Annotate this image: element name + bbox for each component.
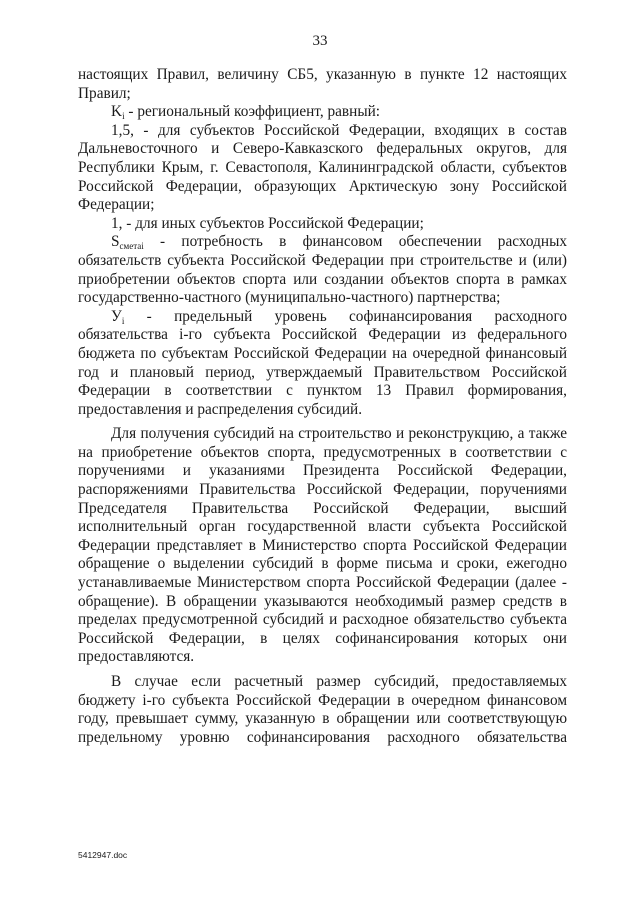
paragraph-subsidy-request: Для получения субсидий на строительство и реконструкцию, а также на приобретение объектов спорта, предусмотренных в соответствии с поручениями и указаниями Президента Российской Федерации, распоряжениями Правительства Российской Федерации, поручениями Председателя Правительства Российской Федерации, высший исполнительный орган государственной власти субъекта Российской Федерации представляет в Министерство спорта Российской Федерации обращение о выделении субсидий в форме письма и сроки, ежегодно устанавливаемые Министерством спорта Российской Федерации (далее - обращение). В обращении указываются необходимый размер средств в пределах предусмотренной субсидий и расходное обязательство субъекта Российской Федерации, в целях софинансирования которых они предоставляются.: [78, 425, 567, 666]
paragraph-coefficient-1-5: 1,5, - для субъектов Российской Федерации, входящих в состав Дальневосточного и Северо-Кавказского федеральных округов, для Республики Крым, г. Севастополя, Калининградской области, субъектов Российской Федерации, образующих Арктическую зону Российской Федерации;: [78, 121, 567, 214]
paragraph-coefficient-1: 1, - для иных субъектов Российской Федерации;: [111, 214, 424, 232]
smeta-definition: - потребность в финансовом обеспечении расходных обязательств субъекта Российской Федерации при строительстве и (или) приобретении объектов спорта или создании объектов спорта в рамках государственно-частного (муниципально-частного) партнерства;: [78, 233, 567, 307]
page-number: 33: [312, 33, 328, 49]
paragraph-continuation: настоящих Правил, величину СБ5, указанную в пункте 12 настоящих Правил;: [78, 66, 567, 102]
paragraph-regional-coefficient: [78, 103, 567, 122]
coefficient-subscript: i: [122, 111, 125, 122]
paragraph-smeta-definition: [78, 233, 567, 307]
coefficient-definition: - региональный коэффициент, равный:: [124, 103, 381, 121]
smeta-subscript: сметаi: [119, 241, 144, 252]
coefficient-symbol: K: [111, 103, 123, 121]
footer-filename: 5412947.doc: [78, 850, 128, 860]
smeta-symbol: S: [111, 233, 120, 251]
document-body: [78, 66, 567, 747]
level-subscript: i: [121, 315, 125, 326]
paragraph-cofinancing-level: [78, 308, 567, 420]
level-symbol: У: [111, 307, 122, 325]
paragraph-subsidy-excess: В случае если расчетный размер субсидий, предоставляемых бюджету i-го субъекта Российской Федерации в очередном финансовом году, превышает сумму, указанную в обращении или соответствующую предельному уровню софинансирования расходного обязательства: [78, 673, 567, 746]
level-definition: - предельный уровень софинансирования расходного обязательства i-го субъекта Российской Федерации из федерального бюджета по субъектам Российской Федерации на очередной финансовый год и плановый период, утверждаемый Правительством Российской Федерации в соответствии с пунктом 13 Правил формирования, предоставления и распределения субсидий.: [78, 307, 567, 418]
